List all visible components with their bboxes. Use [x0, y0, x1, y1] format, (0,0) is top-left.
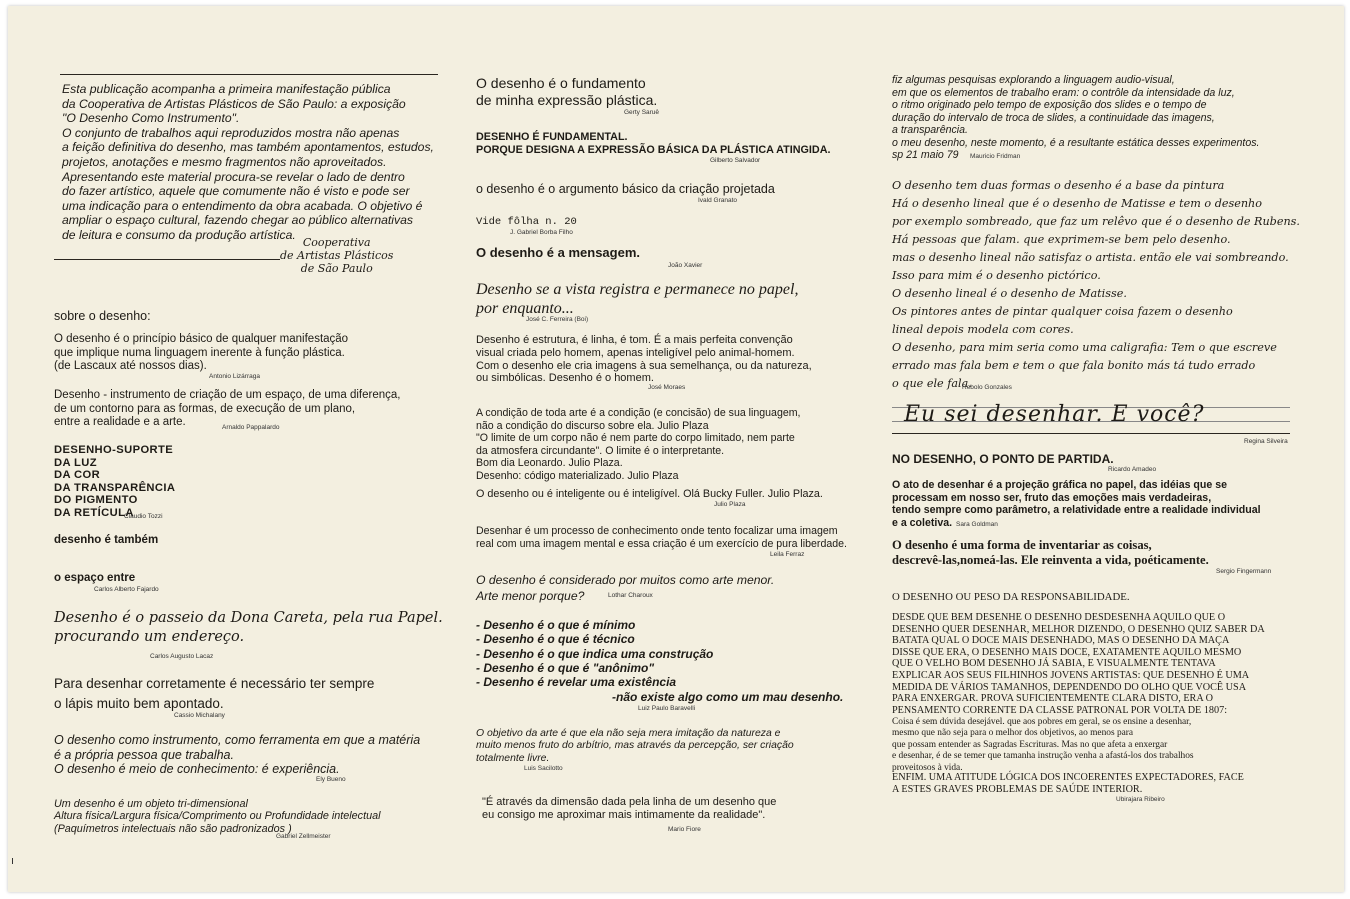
author-tozzi: Claudio Tozzi	[124, 513, 163, 520]
signature-rule	[54, 259, 280, 260]
quote-amadeo: NO DESENHO, O PONTO DE PARTIDA.	[892, 452, 1114, 466]
author-granato: Ivald Granato	[698, 197, 738, 204]
author-gonzales: Rebolo Gonzales	[962, 384, 1012, 391]
quote-michalany: Para desenhar corretamente é necessário ter sempre o lápis muito bem apontado.	[54, 676, 375, 711]
quote-ribeiro-body: DESDE QUE BEM DESENHE O DESENHO DESDESENHA AQUILO QUE O DESENHO QUER DESENHAR, MELHOR DIZENDO, O DESENHO QUIZ SABER DA BATATA QUAL O DOCE MAIS DESENHADO, MAS O DESENHO DA MAÇA DISSE QUE ERA, O DESENHO MAIS DOCE, EXATAMENTE AQUILO MESMO QUE O VELHO BOM DESENHO JÁ SABIA, E VISUALMENTE TENTAVA EXPLICAR AOS SEUS FILHINHOS JOVENS ARTISTAS: QUE DESENHO É UMA MEDIDA DE VÁRIOS TAMANHOS, DEPENDENDO DO OLHO QUE VOCÊ USA PARA ENXERGAR. PROVA SUFICIENTEMENTE CLARA DISTO, ERA O PENSAMENTO CORRENTE DA CLASSE PATRONAL POR VOLTA DE 1807:	[892, 612, 1265, 716]
quote-lacaz: Desenho é o passeio da Dona Careta, pela rua Papel. procurando um endereço.	[54, 610, 443, 645]
author-sarue: Gerty Saruê	[624, 109, 660, 116]
document-sheet	[8, 6, 1344, 892]
quote-ribeiro-title: O DESENHO OU PESO DA RESPONSABILIDADE.	[892, 591, 1130, 603]
top-rule	[60, 74, 438, 75]
author-fingermann: Sergio Fingermann	[1216, 568, 1272, 575]
quote-silveira: Eu sei desenhar. E você?	[904, 402, 1205, 427]
author-xavier: João Xavier	[668, 262, 703, 269]
quote-fiore: "É através da dimensão dada pela linha de um desenho que eu consigo me aproximar mais intimamente da realidade".	[482, 796, 777, 821]
quote-sarue: O desenho é o fundamento de minha expressão plástica.	[476, 75, 658, 108]
quote-fingermann: O desenho é uma forma de inventariar as coisas, descrevê-las,nomeá-las. Ele reinventa a vida, poéticamente.	[892, 538, 1209, 567]
author-charoux: Lothar Charoux	[608, 592, 653, 599]
quote-granato: o desenho é o argumento básico da criação projetada	[476, 182, 775, 196]
quote-sacilotto: O objetivo da arte é que ela não seja mera imitação da natureza e muito menos fruto do arbítrio, mas através da percepção, ser criação totalmente livre.	[476, 728, 794, 764]
quote-borba: Vide fôlha n. 20	[476, 216, 577, 228]
page-mark	[12, 858, 13, 864]
author-fridman: Mauricio Fridman	[970, 153, 1021, 160]
quote-ferraz: Desenhar é um processo de conhecimento onde tento focalizar uma imagem real com uma imagem mental e essa criação é um exercício de pura liberdade.	[476, 525, 847, 550]
quote-lizarraga: O desenho é o princípio básico de qualquer manifestação que implique numa linguagem inerente à função plástica. (de Lascaux até nossos dias).	[54, 333, 349, 372]
author-ferreira: José C. Ferreira (Boi)	[526, 316, 589, 323]
author-lizarraga: Antonio Lizárraga	[209, 373, 260, 380]
quote-baravelli: - Desenho é o que é mínimo - Desenho é o que é técnico - Desenho é o que indica uma construção - Desenho é o que é "anônimo" - Desenho é revelar uma existência	[476, 618, 714, 690]
author-fajardo: Carlos Alberto Fajardo	[94, 586, 159, 593]
section-heading: sobre o desenho:	[54, 309, 151, 323]
author-lacaz: Carlos Augusto Lacaz	[150, 653, 214, 660]
quote-salvador: DESENHO É FUNDAMENTAL. PORQUE DESIGNA A EXPRESSÃO BÁSICA DA PLÁSTICA ATINGIDA.	[476, 131, 831, 156]
author-goldman: Sara Goldman	[956, 521, 998, 528]
quote-ribeiro-end: ENFIM. UMA ATITUDE LÓGICA DOS INCOERENTES EXPECTADORES, FACE A ESTES GRAVES PROBLEMAS DE SAÚDE INTERIOR.	[892, 772, 1244, 795]
author-ribeiro: Ubirajara Ribeiro	[1116, 796, 1165, 803]
quote-zellmeister: Um desenho é um objeto tri-dimensional Altura física/Largura física/Comprimento ou Profundidade intelectual (Paquímetros intelectuais não são padronizados )	[54, 798, 381, 835]
author-borba: J. Gabriel Borba Filho	[510, 229, 573, 236]
quote-plaza: A condição de toda arte é a condição (e concisão) de sua linguagem, não a condição do discurso sobre ela. Julio Plaza "O limite de um corpo não é nem parte do corpo limitado, nem parte da atmosfera circundante". O limite é o interpretante. Bom dia Leonardo. Julio Plaza. Desenho: código materializado. Julio Plaza	[476, 407, 801, 482]
quote-pappalardo: Desenho - instrumento de criação de um espaço, de uma diferença, de um contorno para as formas, de execução de um plano, entre a realidade e a arte.	[54, 389, 401, 428]
cooperative-signature: Cooperativa de Artistas Plásticos de São Paulo	[280, 236, 394, 275]
quote-plaza-2: O desenho ou é inteligente ou é inteligível. Olá Bucky Fuller. Julio Plaza.	[476, 488, 823, 500]
quote-fajardo: o espaço entre	[54, 572, 136, 584]
fridman-date: sp 21 maio 79	[892, 149, 959, 161]
quote-baravelli-2: -não existe algo como um mau desenho.	[612, 690, 844, 704]
author-silveira: Regina Silveira	[1244, 438, 1288, 445]
quote-ribeiro-citation: Coisa é sem dúvida desejável. que aos pobres em geral, se os ensine a desenhar, mesmo que não seja para o melhor dos objetivos, ao menos para que possam entender as Sagradas Escrituras. Mas no que afeta a enxergar e desenhar, é de se temer que tamanha instrução venha a afastá-los dos trabalhos proveitosos à vida.	[892, 717, 1194, 773]
author-fiore: Mario Fiore	[668, 826, 701, 833]
author-amadeo: Ricardo Amadeo	[1108, 466, 1157, 473]
quote-goldman: O ato de desenhar é a projeção gráfica no papel, das idéias que se processam em nosso ser, fruto das emoções mais verdadeiras, tendo sempre como parâmetro, a relatividade entre a realidade individual e a coletiva.	[892, 479, 1261, 529]
author-michalany: Cassio Michalany	[174, 712, 225, 719]
author-zellmeister: Gabriel Zellmeister	[276, 833, 331, 840]
quote-ferreira: Desenho se a vista registra e permanece no papel, por enquanto...	[476, 281, 799, 317]
quote-moraes: Desenho é estrutura, é linha, é tom. É a mais perfeita convenção visual criada pelo homem, apenas inteligível pelo animal-homem. Com o desenho ele cria imagens à sua semelhança, ou da natureza, ou simbólicas. Desenho é o homem.	[476, 334, 812, 385]
author-ferraz: Leila Ferraz	[770, 551, 805, 558]
quote-bueno: O desenho como instrumento, como ferramenta em que a matéria é a própria pessoa que trabalha. O desenho é meio de conhecimento: é experiência.	[54, 733, 421, 776]
author-pappalardo: Arnaldo Pappalardo	[222, 424, 280, 431]
quote-desenho-tambem: desenho é também	[54, 534, 159, 546]
writing-guide-line-3	[892, 433, 1290, 434]
author-moraes: José Moraes	[648, 384, 686, 391]
author-plaza: Julio Plaza	[714, 501, 746, 508]
author-sacilotto: Luis Sacilotto	[524, 765, 563, 772]
author-bueno: Ely Bueno	[316, 776, 346, 783]
quote-fridman: fiz algumas pesquisas explorando a linguagem audio-visual, em que os elementos de trabalho eram: o contrôle da intensidade da luz, o ritmo originado pelo tempo de exposição dos slides e o tempo de duração do intervalo de troca de slides, a continuidade das imagens, a transparência. o meu desenho, neste momento, é a resultante estática desses experimentos.	[892, 74, 1260, 149]
quote-tozzi: DESENHO-SUPORTE DA LUZ DA COR DA TRANSPARÊNCIA DO PIGMENTO DA RETÍCULA	[54, 444, 176, 519]
quote-charoux: O desenho é considerado por muitos como arte menor. Arte menor porque?	[476, 573, 775, 603]
quote-xavier: O desenho é a mensagem.	[476, 245, 641, 260]
author-salvador: Gilberto Salvador	[710, 157, 761, 164]
quote-gonzales: O desenho tem duas formas o desenho é a base da pintura Há o desenho lineal que é o desenho de Matisse e tem o desenho por exemplo sombreado, que faz um relêvo que é o desenho de Rubens. Há pessoas que falam. que exprimem-se bem pelo desenho. mas o desenho lineal não satisfaz o artista. então ele vai sombreando. Isso para mim é o desenho pictórico. O desenho lineal é o desenho de Matisse. Os pintores antes de pintar qualquer coisa fazem o desenho lineal depois modela com cores. O desenho, para mim seria como uma caligrafia: Tem o que escreve errado mas fala bem e tem o que fala bonito más tá tudo errado o que ele fala.	[892, 179, 1300, 390]
intro-text: Esta publicação acompanha a primeira manifestação pública da Cooperativa de Artistas Plásticos de São Paulo: a exposição "O Desenho Como Instrumento". O conjunto de trabalhos aqui reproduzidos mostra não apenas a feição definitiva do desenho, mas também apontamentos, estudos, projetos, anotações e mesmo fragmentos não aproveitados. Apresentando este material procura-se revelar o lado de dentro do fazer artístico, aquele que comumente não é visto e pode ser uma indicação para o entendimento da obra acabada. O objetivo é ampliar o espaço cultural, fazendo chegar ao público alternativas de leitura e consumo da produção artística.	[62, 82, 434, 242]
author-baravelli: Luiz Paulo Baravelli	[638, 705, 696, 712]
